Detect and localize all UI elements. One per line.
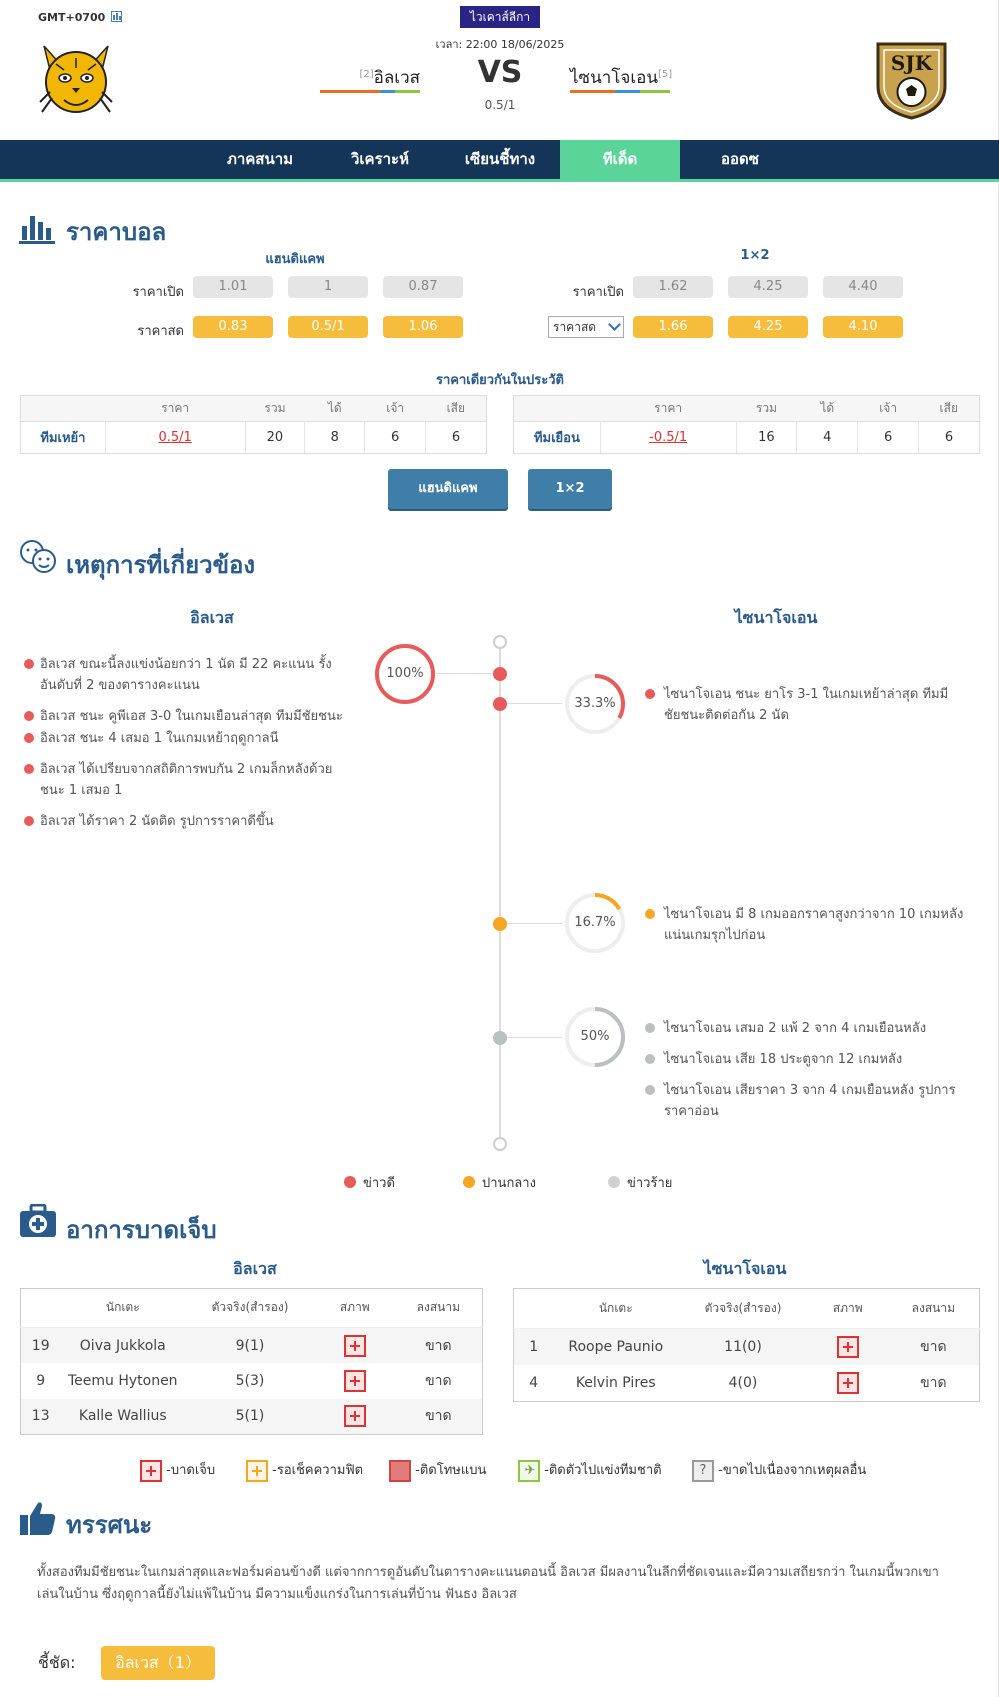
away-name-text: ไซนาโจเอน xyxy=(570,68,658,88)
player-name[interactable]: Kelvin Pires xyxy=(575,1374,656,1391)
key-fitness xyxy=(246,1459,363,1483)
event-bullet xyxy=(24,711,34,721)
home-event-5: อิลเวส ได้ราคา 2 นัดติด รูปการราคาดีขึ้น xyxy=(40,814,274,829)
event-bullet xyxy=(645,1054,655,1064)
legend-mid-label: ปานกลาง xyxy=(482,1176,536,1191)
thumbs-up-icon xyxy=(19,1500,57,1536)
onextwo-open-label: ราคาเปิด xyxy=(572,285,624,300)
player-name[interactable]: Roope Paunio xyxy=(553,1328,678,1365)
history-home-win: 8 xyxy=(305,422,365,454)
handicap-live-away: 1.06 xyxy=(383,316,463,338)
pick-label: ชี้ชัด: xyxy=(38,1653,76,1672)
tab-tips[interactable]: ทีเด็ด xyxy=(560,140,680,179)
history-header-line: ราคา xyxy=(600,396,736,422)
onextwo-button[interactable]: 1×2 xyxy=(528,469,612,509)
handicap-live-label: ราคาสด xyxy=(137,324,184,339)
key-national xyxy=(518,1459,662,1483)
event-bullet xyxy=(645,689,655,699)
key-suspended-label: -ติดโทษแบน xyxy=(415,1463,487,1478)
injury-section-title: อาการบาดเจ็บ xyxy=(66,1216,217,1244)
home-rank: [2] xyxy=(359,69,374,80)
injury-table-home xyxy=(20,1288,483,1435)
away-event-3: ไซนาโจเอน เสมอ 2 แพ้ 2 จาก 4 เกมเยือนหลัง xyxy=(664,1021,927,1036)
history-home-label: ทีมเหย้า xyxy=(21,422,106,454)
timezone-label xyxy=(38,11,122,24)
key-other xyxy=(692,1459,866,1483)
player-apps: 9(1) xyxy=(185,1327,315,1363)
home-good-pct: 100% xyxy=(386,666,424,681)
history-away-label: ทีมเยือน xyxy=(514,422,601,454)
faces-icon xyxy=(19,539,57,573)
vs-label: VS xyxy=(477,55,523,90)
history-header-total: รวม xyxy=(245,396,305,422)
onextwo-open-away: 4.40 xyxy=(823,276,903,298)
away-event-1: ไซนาโจเอน ชนะ ยาโร 3-1 ในเกมเหย้าล่าสุด ทีมมีชัยชนะติดต่อกัน 2 นัด xyxy=(664,687,949,723)
player-apps: 11(0) xyxy=(678,1328,808,1365)
chevron-down-icon xyxy=(608,318,621,331)
onextwo-live-home: 1.66 xyxy=(633,316,713,338)
home-event-4: อิลเวส ได้เปรียบจากสถิติการพบกัน 2 เกมล็กหลังด้วยชนะ 1 เสมอ 1 xyxy=(40,762,333,798)
odds-type-select[interactable] xyxy=(548,316,624,338)
player-status: ขาด xyxy=(888,1328,980,1365)
opinion-section-title: ทรรศนะ xyxy=(66,1511,153,1539)
handicap-open-label: ราคาเปิด xyxy=(132,285,184,300)
table-row xyxy=(21,422,487,454)
onextwo-open-draw: 4.25 xyxy=(728,276,808,298)
history-header-lose: เสีย xyxy=(426,396,487,422)
history-home-line-link[interactable]: 0.5/1 xyxy=(158,430,192,445)
medical-kit-icon xyxy=(19,1204,57,1238)
suspension-icon xyxy=(389,1460,411,1482)
handicap-subtitle: แฮนดิแคพ xyxy=(265,252,325,267)
timeline-dot-away-2 xyxy=(493,917,507,931)
events-section-title: เหตุการที่เกี่ยวข้อง xyxy=(66,551,256,579)
injury-header-status: สภาพ xyxy=(315,1289,395,1328)
fitness-check-icon xyxy=(246,1460,268,1482)
table-row xyxy=(21,1399,483,1435)
timeline-dot-home xyxy=(493,667,507,681)
history-table-home xyxy=(20,395,487,454)
injury-icon xyxy=(140,1460,162,1482)
timeline-line xyxy=(499,642,501,1144)
home-event-1: อิลเวส ขณะนี้ลงแข่งน้อยกว่า 1 นัด มี 22 คะแนน รั้งอันดับที่ 2 ของตารางคะแนน xyxy=(40,657,332,693)
player-apps: 4(0) xyxy=(728,1374,758,1391)
timeline-end xyxy=(493,1137,507,1151)
onextwo-live-draw: 4.25 xyxy=(728,316,808,338)
event-bullet xyxy=(24,816,34,826)
home-event-2: อิลเวส ชนะ คูพีเอส 3-0 ในเกมเยือนล่าสุด ทีมมีชัยชนะ xyxy=(40,709,343,724)
handicap-open-home: 1.01 xyxy=(193,276,273,298)
history-away-win: 4 xyxy=(797,422,858,454)
event-bullet xyxy=(24,733,34,743)
events-away-team: ไซนาโจเอน xyxy=(734,608,818,627)
injury-table-away xyxy=(513,1288,980,1402)
away-event-4: ไซนาโจเอน เสีย 18 ประตูจาก 12 เกมหลัง xyxy=(664,1052,903,1067)
table-row xyxy=(514,1365,980,1402)
player-name[interactable]: Oiva Jukkola xyxy=(60,1327,185,1363)
legend-good-label: ข่าวดี xyxy=(363,1176,395,1191)
away-team-name[interactable] xyxy=(570,64,680,91)
player-apps: 5(1) xyxy=(185,1399,315,1435)
player-number: 9 xyxy=(36,1372,46,1389)
handicap-live-home: 0.83 xyxy=(193,316,273,338)
sjk-logo-lettering: SJK xyxy=(890,51,933,75)
history-home-total: 20 xyxy=(245,422,305,454)
history-header-blank xyxy=(514,396,601,422)
header-handicap: 0.5/1 xyxy=(484,98,516,112)
injury-home-team: อิลเวส xyxy=(233,1259,277,1278)
kickoff-time: เวลา: 22:00 18/06/2025 xyxy=(435,38,565,51)
opinion-text: ทั้งสองทีมมีชัยชนะในเกมล่าสุดและฟอร์มค่อนข้างดี แต่จากการดูอันดับในตารางคะแนนตอนนี้ อิลเวส มีผลงานในลีกที่ชัดเจนและมีความเสถียรกว่า ในเกมนี้พวกเขาเล่นในบ้าน ซึ่งฤดูกาลนี้ยังไม่แพ้ในบ้าน มีความแข็งแกร่งในการเล่นที่บ้าน ฟันธง อิลเวส xyxy=(37,1565,939,1602)
handicap-open-away: 0.87 xyxy=(383,276,463,298)
away-event-5: ไซนาโจเอน เสียราคา 3 จาก 4 เกมเยือนหลัง รูปการราคาอ่อน xyxy=(664,1083,956,1119)
legend-good-dot xyxy=(344,1176,356,1188)
away-good-pct: 33.3% xyxy=(574,696,616,711)
player-number: 19 xyxy=(21,1327,61,1363)
tab-odds[interactable]: ออดซ xyxy=(721,150,759,168)
player-status: ขาด xyxy=(425,1372,452,1389)
odds-type-select-value: ราคาสด xyxy=(553,320,597,334)
event-bullet xyxy=(645,1023,655,1033)
home-team-logo[interactable] xyxy=(36,40,116,120)
history-header-draw: เจ้า xyxy=(365,396,426,422)
away-mid-pct: 16.7% xyxy=(574,915,616,930)
away-team-logo[interactable] xyxy=(874,40,949,120)
legend-bad-dot xyxy=(608,1176,620,1188)
injury-header-player: นักเตะ xyxy=(60,1289,185,1328)
timeline-start xyxy=(493,635,507,649)
history-header-lose: เสีย xyxy=(919,396,980,422)
history-header-win: ได้ xyxy=(305,396,365,422)
legend-bad-label: ข่าวร้าย xyxy=(627,1176,673,1191)
onextwo-open-home: 1.62 xyxy=(633,276,713,298)
league-badge[interactable]: ไวเคาส์ลีกา xyxy=(460,6,540,28)
injury-header-no xyxy=(21,1289,61,1328)
away-rank: [5] xyxy=(658,69,673,80)
chart-icon[interactable] xyxy=(111,11,122,22)
table-row xyxy=(21,1363,483,1399)
player-name[interactable]: Teemu Hytonen xyxy=(67,1372,178,1389)
handicap-button[interactable]: แฮนดิแคพ xyxy=(388,469,508,509)
injury-header-played: ลงสนาม xyxy=(395,1289,483,1328)
onextwo-subtitle: 1×2 xyxy=(740,248,770,263)
bar-chart-icon xyxy=(19,212,55,244)
connector xyxy=(507,1037,562,1038)
odds-section-title: ราคาบอล xyxy=(66,218,167,246)
history-away-lose: 6 xyxy=(919,422,980,454)
pick-badge: อิลเวส（1） xyxy=(101,1646,215,1680)
handicap-open-line: 1 xyxy=(288,276,368,298)
injury-icon xyxy=(837,1372,859,1394)
key-other-label: -ขาดไปเนื่องจากเหตุผลอื่น xyxy=(718,1463,867,1478)
event-bullet xyxy=(645,909,655,919)
key-national-label: -ติดตัวไปแข่งทีมชาติ xyxy=(544,1463,662,1478)
history-header-total: รวม xyxy=(736,396,797,422)
event-bullet xyxy=(24,764,34,774)
home-color-bar xyxy=(320,90,420,93)
injury-header-apps: ตัวจริง(สำรอง) xyxy=(185,1289,315,1328)
table-row xyxy=(514,422,980,454)
question-icon: ? xyxy=(692,1460,714,1482)
injury-header-status: สภาพ xyxy=(808,1289,888,1329)
timeline-dot-away-1 xyxy=(493,697,507,711)
injury-icon xyxy=(344,1370,366,1392)
timeline-dot-away-3 xyxy=(493,1031,507,1045)
legend-mid-dot xyxy=(463,1176,475,1188)
injury-header-player: นักเตะ xyxy=(553,1289,678,1329)
history-home-draw: 6 xyxy=(365,422,426,454)
connector xyxy=(436,673,492,674)
player-status: ขาด xyxy=(395,1399,483,1435)
away-event-2: ไซนาโจเอน มี 8 เกมออกราคาสูงกว่าจาก 10 เกมหลัง แน่นเกมรุกไปก่อน xyxy=(664,907,964,943)
injury-header-apps: ตัวจริง(สำรอง) xyxy=(678,1289,808,1329)
home-team-name[interactable] xyxy=(320,64,420,91)
key-injury xyxy=(140,1459,215,1483)
tab-analysis[interactable]: วิเคราะห์ xyxy=(350,150,409,168)
away-bad-pct: 50% xyxy=(580,1029,610,1044)
injury-header-played: ลงสนาม xyxy=(888,1289,980,1329)
connector xyxy=(507,703,562,704)
injury-header-no xyxy=(514,1289,554,1329)
history-away-line-link[interactable]: -0.5/1 xyxy=(649,430,688,445)
history-header-win: ได้ xyxy=(797,396,858,422)
key-fitness-label: -รอเช็คความฟิต xyxy=(272,1463,364,1478)
injury-icon xyxy=(837,1336,859,1358)
tab-field[interactable]: ภาคสนาม xyxy=(226,150,294,168)
onextwo-live-away: 4.10 xyxy=(823,316,903,338)
injury-icon xyxy=(344,1405,366,1427)
player-number: 1 xyxy=(514,1328,554,1365)
player-name[interactable]: Kalle Wallius xyxy=(60,1399,185,1435)
player-status: ขาด xyxy=(395,1327,483,1363)
table-row xyxy=(21,1327,483,1363)
event-bullet xyxy=(24,659,34,669)
key-suspended xyxy=(389,1459,486,1483)
injury-away-team: ไซนาโจเอน xyxy=(703,1259,787,1278)
home-event-3: อิลเวส ชนะ 4 เสมอ 1 ในเกมเหย้าฤดูกาลนี xyxy=(40,731,279,746)
event-bullet xyxy=(645,1085,655,1095)
key-injury-label: -บาดเจ็บ xyxy=(166,1463,216,1478)
player-status: ขาด xyxy=(920,1374,947,1391)
events-home-team: อิลเวส xyxy=(190,608,234,627)
main-nav xyxy=(0,140,999,182)
player-number: 13 xyxy=(21,1399,61,1435)
history-header-draw: เจ้า xyxy=(858,396,919,422)
history-away-total: 16 xyxy=(736,422,797,454)
injury-icon xyxy=(344,1335,366,1357)
timezone-text: GMT+0700 xyxy=(38,11,106,24)
history-away-draw: 6 xyxy=(858,422,919,454)
handicap-live-line: 0.5/1 xyxy=(288,316,368,338)
player-number: 4 xyxy=(529,1374,539,1391)
home-name-text: อิลเวส xyxy=(373,68,420,88)
table-row xyxy=(514,1328,980,1365)
history-table-away xyxy=(513,395,980,454)
connector xyxy=(507,923,562,924)
plane-icon: ✈ xyxy=(518,1460,540,1482)
history-home-lose: 6 xyxy=(426,422,487,454)
player-apps: 5(3) xyxy=(235,1372,265,1389)
history-header-line: ราคา xyxy=(105,396,245,422)
history-subtitle: ราคาเดียวกันในประวัติ xyxy=(435,373,565,388)
away-color-bar xyxy=(570,90,670,93)
tab-experts[interactable]: เซียนชี้ทาง xyxy=(464,150,536,168)
history-header-blank xyxy=(21,396,106,422)
